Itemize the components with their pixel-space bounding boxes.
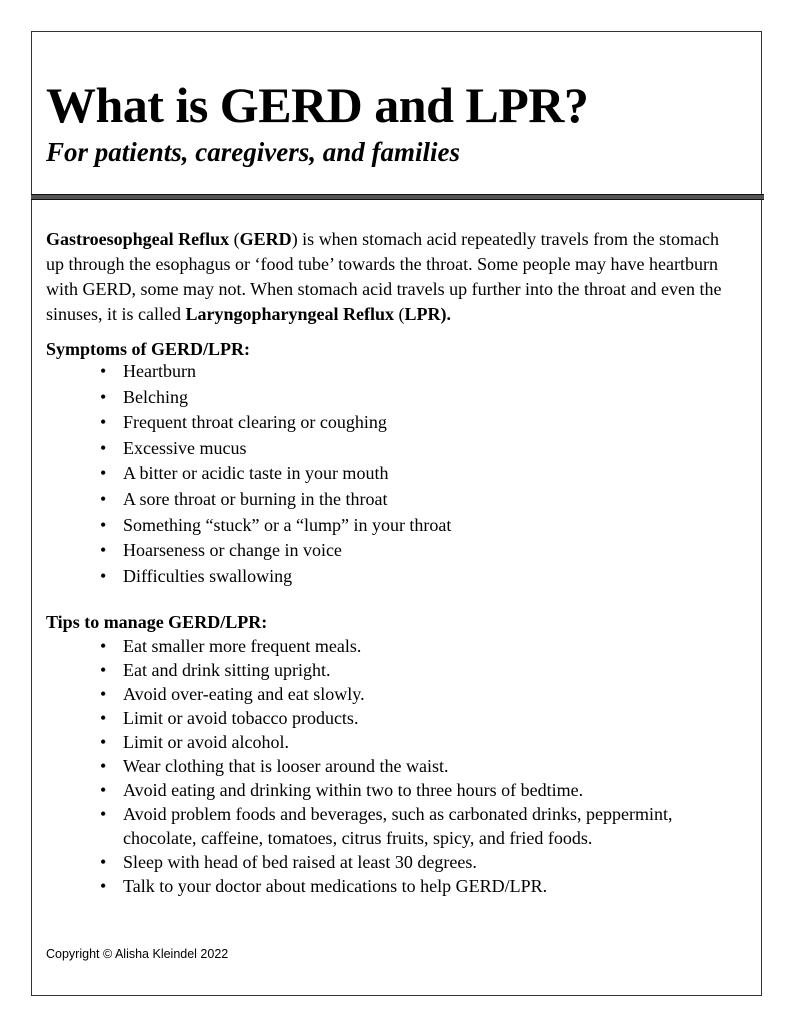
list-item: • Frequent throat clearing or coughing: [100, 410, 740, 436]
list-item: • Heartburn: [100, 359, 740, 385]
list-item: • Avoid over-eating and eat slowly.: [100, 682, 740, 706]
page-title: What is GERD and LPR?: [46, 77, 589, 133]
term-lpr: Laryngopharyngeal Reflux: [185, 304, 394, 324]
symptoms-list: [100, 359, 740, 589]
copyright-notice: Copyright © Alisha Kleindel 2022: [46, 947, 229, 961]
list-item: • Wear clothing that is looser around the waist.: [100, 754, 740, 778]
list-item: • Avoid eating and drinking within two to three hours of bedtime.: [100, 778, 740, 802]
list-item: • A sore throat or burning in the throat: [100, 487, 740, 513]
list-item: • Excessive mucus: [100, 436, 740, 462]
abbr-gerd: GERD: [239, 229, 292, 249]
list-item: • Talk to your doctor about medications to help GERD/LPR.: [100, 874, 740, 898]
page-subtitle: For patients, caregivers, and families: [46, 137, 460, 167]
symptoms-heading: Symptoms of GERD/LPR:: [46, 339, 251, 359]
list-item: • Limit or avoid alcohol.: [100, 730, 740, 754]
list-item: • Difficulties swallowing: [100, 564, 740, 590]
abbr-lpr: LPR).: [404, 304, 451, 324]
tips-list: [100, 634, 740, 898]
intro-paragraph: [46, 227, 736, 327]
list-item: • Eat and drink sitting upright.: [100, 658, 740, 682]
list-item: • Belching: [100, 385, 740, 411]
list-item: • Eat smaller more frequent meals.: [100, 634, 740, 658]
text: (: [394, 304, 405, 324]
list-item: • Limit or avoid tobacco products.: [100, 706, 740, 730]
list-item: • Something “stuck” or a “lump” in your throat: [100, 513, 740, 539]
term-gerd: Gastroesophgeal Reflux: [46, 229, 230, 249]
header-divider: [31, 194, 764, 200]
list-item: • Sleep with head of bed raised at least 30 degrees.: [100, 850, 740, 874]
list-item: • Avoid problem foods and beverages, such as carbonated drinks, peppermint, chocolate, caffeine, tomatoes, citrus fruits, spicy, and fried foods.: [100, 802, 740, 850]
tips-heading: Tips to manage GERD/LPR:: [46, 612, 268, 632]
list-item: • Hoarseness or change in voice: [100, 538, 740, 564]
list-item: • A bitter or acidic taste in your mouth: [100, 461, 740, 487]
intro-text: ) is when stomach acid repeatedly travels from the stomach up through the esophagus or ‘food tube’ towards the throat. Some people may have heartburn with GERD, some may not. When stomach acid travels up further into the throat and even the sinuses, it is called: [46, 229, 722, 324]
text: (: [229, 229, 240, 249]
